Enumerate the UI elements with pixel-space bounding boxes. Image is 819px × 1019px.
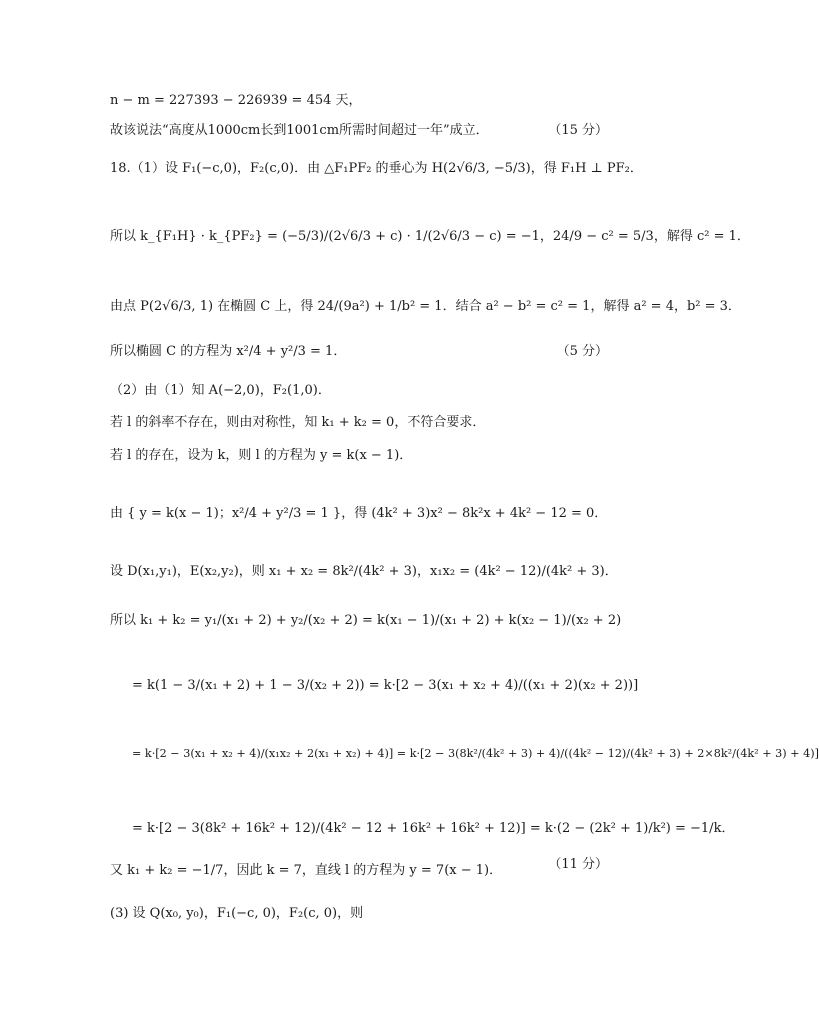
score-5: （5 分） [556,344,608,359]
line-simplify-1-text: = k(1 − 3/(x₁ + 2) + 1 − 3/(x₂ + 2)) = k·[2 − 3(x₁ + x₂ + 4)/((x₁ + 2)(x₂ + 2))] [132,678,639,693]
line-slope-product [110,228,750,246]
score-11: （11 分） [548,857,608,872]
line-result-k-text: 又 k₁ + k₂ = −1/7，因此 k = 7，直线 l 的方程为 y = 7(x − 1)． [110,863,503,878]
line-part-3 [110,905,363,923]
line-n-minus-m-text: n − m = 227393 − 226939 = 454 天， [110,93,362,108]
line-slope-nonexistent [110,414,485,432]
line-problem-18 [110,160,643,178]
line-slope-nonexistent-text: 若 l 的斜率不存在，则由对称性，知 k₁ + k₂ = 0，不符合要求． [110,415,486,430]
line-problem-18-text: 18.（1）设 F₁(−c,0)，F₂(c,0)．由 △F₁PF₂ 的垂心为 H(2√6/3, −5/3)，得 F₁H ⊥ PF₂． [110,161,643,176]
line-system [110,505,607,523]
line-simplify-3 [132,820,734,838]
line-ellipse-equation [110,343,346,361]
line-vieta [110,563,618,581]
score-15: （15 分） [548,123,608,138]
line-point-on-ellipse [110,298,741,316]
line-slope-exists-text: 若 l 的存在，设为 k，则 l 的方程为 y = k(x − 1)． [110,448,413,463]
line-slope-product-text: 所以 k_{F₁H} · k_{PF₂} = (−5/3)/(2√6/3 + c) · 1/(2√6/3 − c) = −1，24/9 − c² = 5/3，解得 c² = 1． [110,229,750,244]
line-part-2-text: （2）由（1）知 A(−2,0)，F₂(1,0)． [110,383,331,398]
line-system-text: 由 { y = k(x − 1)；x²/4 + y²/3 = 1 }，得 (4k² + 3)x² − 8k²x + 4k² − 12 = 0． [110,506,608,521]
line-part-3-text: (3) 设 Q(x₀, y₀)，F₁(−c, 0)，F₂(c, 0)，则 [110,906,364,921]
line-conclusion-1-text: 故该说法“高度从1000cm长到1001cm所需时间超过一年”成立． [110,123,489,138]
line-simplify-2-text: = k·[2 − 3(x₁ + x₂ + 4)/(x₁x₂ + 2(x₁ + x₂) + 4)] = k·[2 − 3(8k²/(4k² + 3) + 4)/((4k² − 12)/(4k² + 3) + 2×8k²/(4k² + 3) + 4)] [132,747,819,760]
line-result-k [110,862,502,880]
line-conclusion-1 [110,122,489,140]
line-slope-exists [110,447,412,465]
line-k1-plus-k2 [110,612,621,630]
line-n-minus-m [110,92,362,110]
line-k1-plus-k2-text: 所以 k₁ + k₂ = y₁/(x₁ + 2) + y₂/(x₂ + 2) = k(x₁ − 1)/(x₁ + 2) + k(x₂ − 1)/(x₂ + 2) [110,613,622,628]
line-ellipse-equation-text: 所以椭圆 C 的方程为 x²/4 + y²/3 = 1． [110,344,347,359]
line-simplify-1 [132,677,638,695]
line-point-on-ellipse-text: 由点 P(2√6/3, 1) 在椭圆 C 上，得 24/(9a²) + 1/b² = 1．结合 a² − b² = c² = 1，解得 a² = 4，b² = 3． [110,299,741,314]
line-vieta-text: 设 D(x₁,y₁)，E(x₂,y₂)，则 x₁ + x₂ = 8k²/(4k² + 3)，x₁x₂ = (4k² − 12)/(4k² + 3)． [110,564,618,579]
line-simplify-3-text: = k·[2 − 3(8k² + 16k² + 12)/(4k² − 12 + 16k² + 16k² + 12)] = k·(2 − (2k² + 1)/k²) = −1/k． [132,821,735,836]
line-part-2 [110,382,331,400]
line-simplify-2 [132,745,819,763]
